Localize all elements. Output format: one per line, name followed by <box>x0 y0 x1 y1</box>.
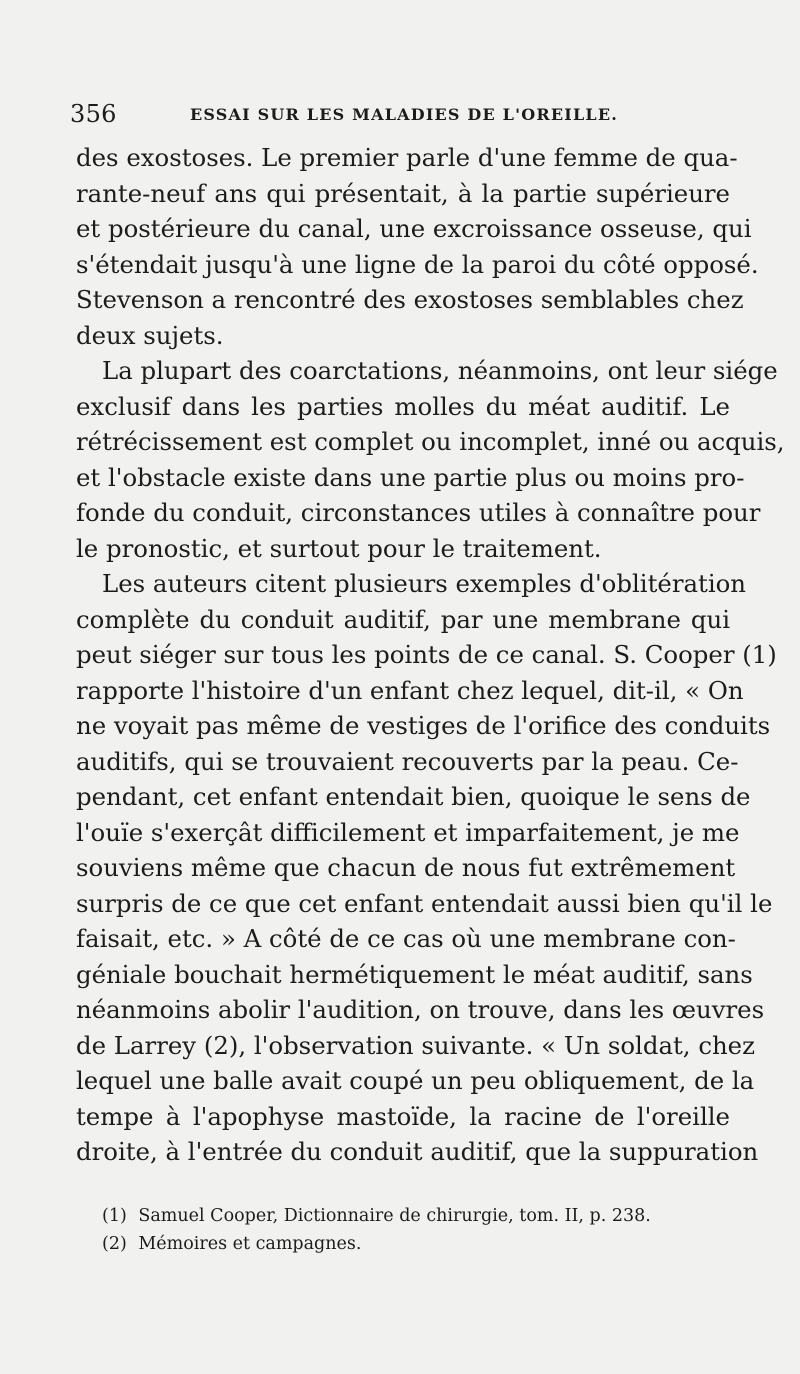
text-line: faisait, etc. » A côté de ce cas où une membrane con- <box>76 924 736 953</box>
footnote <box>102 1230 702 1258</box>
text-line: fonde du conduit, circonstances utiles à connaître pour <box>76 498 761 527</box>
body-text <box>76 140 785 1170</box>
text-line: rapporte l'histoire d'un enfant chez lequel, dit-il, « On <box>76 675 744 705</box>
text-line: s'étendait jusqu'à une ligne de la paroi du côté opposé. <box>76 249 759 279</box>
text-line: le pronostic, et surtout pour le traitement. <box>76 533 602 563</box>
text-line: et l'obstacle existe dans une partie plus ou moins pro- <box>76 462 745 492</box>
text-line: de Larrey (2), l'observation suivante. « Un soldat, chez <box>76 1030 755 1060</box>
text-line: tempe à l'apophyse mastoïde, la racine de l'oreille <box>76 1101 730 1131</box>
text-line: l'ouïe s'exerçât difficilement et imparfaitement, je me <box>76 817 740 847</box>
text-line: lequel une balle avait coupé un peu obliquement, de la <box>76 1066 755 1095</box>
text-line: néanmoins abolir l'audition, on trouve, dans les œuvres <box>76 995 765 1024</box>
text-line: exclusif dans les parties molles du méat auditif. Le <box>76 391 730 421</box>
running-title: ESSAI SUR LES MALADIES DE L'OREILLE. <box>190 105 619 124</box>
text-line: auditifs, qui se trouvaient recouverts par la peau. Ce- <box>76 746 739 776</box>
text-line: deux sujets. <box>76 320 224 350</box>
footnote <box>102 1202 702 1230</box>
text-line: Stevenson a rencontré des exostoses semblables chez <box>76 285 744 314</box>
page-number: 356 <box>70 100 117 128</box>
text-line: géniale bouchait hermétiquement le méat auditif, sans <box>76 959 753 989</box>
text-line: complète du conduit auditif, par une membrane qui <box>76 604 730 634</box>
page-header <box>70 98 730 132</box>
text-line: et postérieure du canal, une excroissance osseuse, qui <box>76 214 752 243</box>
footnote-number: (2) <box>102 1234 127 1254</box>
footnote-text: Mémoires et campagnes. <box>138 1234 362 1254</box>
text-line: rétrécissement est complet ou incomplet, inné ou acquis, <box>76 427 785 456</box>
text-line: souviens même que chacun de nous fut extrêmement <box>76 853 736 882</box>
text-line: pendant, cet enfant entendait bien, quoique le sens de <box>76 782 751 811</box>
text-line: surpris de ce que cet enfant entendait aussi bien qu'il le <box>76 888 773 918</box>
text-line: La plupart des coarctations, néanmoins, ont leur siége <box>102 356 778 385</box>
text-line: droite, à l'entrée du conduit auditif, que la suppuration <box>76 1137 759 1166</box>
text-line: Les auteurs citent plusieurs exemples d'oblitération <box>102 569 747 598</box>
text-line: rante-neuf ans qui présentait, à la partie supérieure <box>76 178 730 208</box>
text-line: des exostoses. Le premier parle d'une femme de qua- <box>76 143 738 172</box>
footnotes <box>102 1202 702 1258</box>
text-line: ne voyait pas même de vestiges de l'orifice des conduits <box>76 711 771 740</box>
footnote-number: (1) <box>102 1206 127 1226</box>
footnote-text: Samuel Cooper, Dictionnaire de chirurgie, tom. II, p. 238. <box>138 1206 651 1226</box>
text-line: peut siéger sur tous les points de ce canal. S. Cooper (1) <box>76 640 777 669</box>
